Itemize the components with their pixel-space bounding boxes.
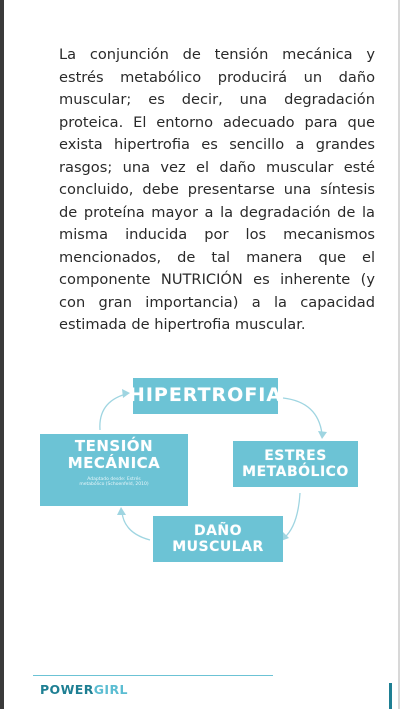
tension-label-line2: MECÁNICA	[67, 454, 161, 473]
dano-muscular-box	[153, 516, 283, 562]
estres-label-line2: METABÓLICO	[242, 464, 349, 480]
tension-mecanica-box	[40, 434, 188, 506]
arrow-tension-to-hipertrofia	[100, 394, 126, 430]
tension-label-line1: TENSIÓN	[74, 437, 154, 455]
dano-label-line2: MUSCULAR	[172, 539, 264, 555]
arrow-estres-to-dano	[284, 493, 300, 538]
arrow-hipertrofia-to-estres	[283, 398, 322, 434]
tension-source-note: Adaptado desde: Estrés metabólico (Schoenfeld, 2010)	[79, 476, 149, 487]
footer-divider	[33, 675, 273, 676]
dano-label-line1: DAÑO	[193, 522, 243, 539]
estres-label-line1: ESTRES	[264, 447, 327, 464]
page-marker	[389, 683, 392, 709]
arrowhead-estres	[318, 431, 327, 439]
body-paragraph: La conjunción de tensión mecánica y estrés metabólico producirá un daño muscular; es decir, una degradación proteica. El entorno adecuado para que exista hipertrofia es sencillo a grandes rasgos; una vez el daño muscular esté concluido, debe presentarse una síntesis de proteína mayor a la degradación de la misma inducida por los mecanismos mencionados, de tal manera que el componente NUTRICIÓN es inherente (y con gran importancia) a la capacidad estimada de hipertrofia muscular.	[59, 46, 375, 333]
brand-part-girl: GIRL	[93, 682, 128, 697]
hipertrofia-label: HIPERTROFIA	[128, 384, 283, 407]
page-edge-left	[0, 0, 4, 709]
arrow-dano-to-tension	[122, 512, 150, 540]
brand-part-power: POWER	[40, 682, 94, 697]
brand-logo	[40, 682, 128, 697]
hipertrofia-box	[128, 378, 283, 414]
hypertrophy-cycle-diagram	[0, 368, 400, 568]
estres-metabolico-box	[233, 441, 358, 487]
arrowhead-tension	[117, 507, 126, 515]
